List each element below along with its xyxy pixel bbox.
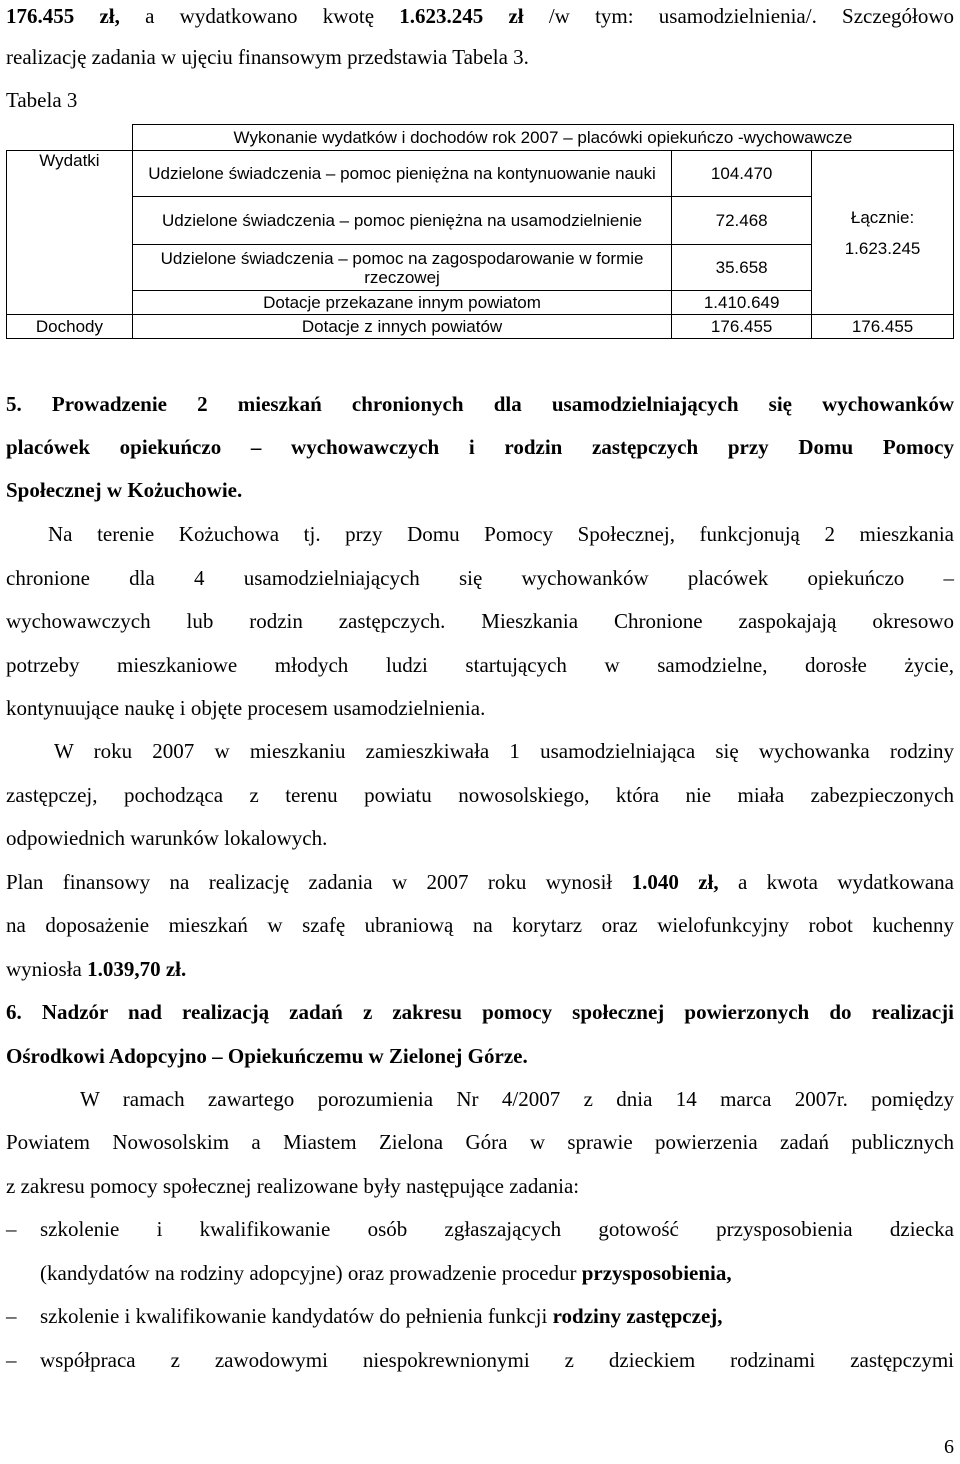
- intro-line-1: 176.455 zł, a wydatkowano kwotę 1.623.245 zł /w tym: usamodzielnienia/. Szczegółowo: [6, 4, 955, 28]
- section5-p3-line-1: Plan finansowy na realizację zadania w 2007 roku wynosił 1.040 zł, a kwota wydatkowana: [6, 870, 954, 894]
- bullet-dash: –: [6, 1304, 17, 1328]
- intro-amount-income: 176.455 zł,: [6, 4, 120, 28]
- row-value: 1.410.649: [672, 291, 812, 315]
- total-cell: [812, 151, 954, 315]
- bullet-dash: –: [6, 1348, 17, 1372]
- bullet-line: szkolenie i kwalifikowanie osób zgłaszających gotowość przysposobienia dziecka: [40, 1217, 954, 1241]
- section5-p3-line-3: wyniosła 1.039,70 zł.: [6, 957, 187, 981]
- row-label: Dotacje przekazane innym powiatom: [132, 291, 671, 315]
- table-row: [7, 151, 954, 197]
- row-value: 72.468: [672, 197, 812, 245]
- table-label: Tabela 3: [6, 88, 78, 112]
- total-label: Łącznie:: [850, 207, 915, 227]
- section5-heading-3: Społecznej w Kożuchowie.: [6, 478, 243, 502]
- section5-p2-line: odpowiednich warunków lokalowych.: [6, 826, 328, 850]
- financial-table: [6, 124, 954, 339]
- section5-heading-2: placówek opiekuńczo – wychowawczych i rodzin zastępczych przy Domu Pomocy: [6, 435, 954, 459]
- total-value: 1.623.245: [844, 238, 921, 258]
- bullet-dash: –: [6, 1217, 17, 1241]
- page-number: 6: [944, 1436, 954, 1458]
- intro-amount-expense: 1.623.245 zł: [399, 4, 524, 28]
- row-label: Udzielone świadczenia – pomoc pieniężna na usamodzielnienie: [132, 197, 671, 245]
- intro-line-2: realizację zadania w ujęciu finansowym przedstawia Tabela 3.: [6, 45, 529, 69]
- section6-p1-line: z zakresu pomocy społecznej realizowane były następujące zadania:: [6, 1174, 580, 1198]
- row-label: Udzielone świadczenia – pomoc pieniężna na kontynuowanie nauki: [132, 151, 671, 197]
- wydatki-label: Wydatki: [7, 151, 133, 315]
- section5-p2-line: W roku 2007 w mieszkaniu zamieszkiwała 1 usamodzielniająca się wychowanka rodziny: [54, 739, 954, 763]
- bullet-line: szkolenie i kwalifikowanie kandydatów do pełnienia funkcji rodziny zastępczej,: [40, 1304, 723, 1328]
- row-value: 35.658: [672, 245, 812, 291]
- plan-amount: 1.040 zł,: [631, 870, 719, 894]
- table-row: [7, 197, 954, 245]
- section6-p1-line: W ramach zawartego porozumienia Nr 4/2007 z dnia 14 marca 2007r. pomiędzy: [80, 1087, 954, 1111]
- dochody-label: Dochody: [7, 315, 133, 339]
- row-label: Dotacje z innych powiatów: [132, 315, 671, 339]
- row-label: Udzielone świadczenia – pomoc na zagospodarowanie w formie rzeczowej: [132, 245, 671, 291]
- section5-p1-line: Na terenie Kożuchowa tj. przy Domu Pomocy Społecznej, funkcjonują 2 mieszkania: [48, 522, 954, 546]
- section6-heading-1: 6. Nadzór nad realizacją zadań z zakresu pomocy społecznej powierzonych do realizacji: [6, 1000, 954, 1024]
- section5-p2-line: zastępczej, pochodząca z terenu powiatu nowosolskiego, która nie miała zabezpieczonych: [6, 783, 954, 807]
- table-header: Wykonanie wydatków i dochodów rok 2007 – placówki opiekuńczo -wychowawcze: [132, 125, 953, 151]
- table-row: [7, 291, 954, 315]
- table-row: [7, 245, 954, 291]
- row-total: 176.455: [812, 315, 954, 339]
- section6-p1-line: Powiatem Nowosolskim a Miastem Zielona Góra w sprawie powierzenia zadań publicznych: [6, 1130, 954, 1154]
- section5-p1-line: wychowawczych lub rodzin zastępczych. Mieszkania Chronione zaspokajają okresowo: [6, 609, 954, 633]
- section5-p1-line: kontynuujące naukę i objęte procesem usamodzielnienia.: [6, 696, 486, 720]
- section6-heading-2: Ośrodkowi Adopcyjno – Opiekuńczemu w Zielonej Górze.: [6, 1044, 528, 1068]
- row-value: 176.455: [672, 315, 812, 339]
- section5-p3-line-2: na doposażenie mieszkań w szafę ubraniową na korytarz oraz wielofunkcyjny robot kuchenny: [6, 913, 954, 937]
- row-value: 104.470: [672, 151, 812, 197]
- bullet-line: (kandydatów na rodziny adopcyjne) oraz prowadzenie procedur przysposobienia,: [40, 1261, 732, 1285]
- section5-p1-line: potrzeby mieszkaniowe młodych ludzi startujących w samodzielne, dorosłe życie,: [6, 653, 954, 677]
- spent-amount: 1.039,70 zł.: [87, 957, 187, 981]
- section5-p1-line: chronione dla 4 usamodzielniających się wychowanków placówek opiekuńczo –: [6, 566, 954, 590]
- table-row: [7, 315, 954, 339]
- bullet-line: współpraca z zawodowymi niespokrewnionymi z dzieckiem rodzinami zastępczymi: [40, 1348, 954, 1372]
- section5-heading-1: 5. Prowadzenie 2 mieszkań chronionych dla usamodzielniających się wychowanków: [6, 392, 954, 416]
